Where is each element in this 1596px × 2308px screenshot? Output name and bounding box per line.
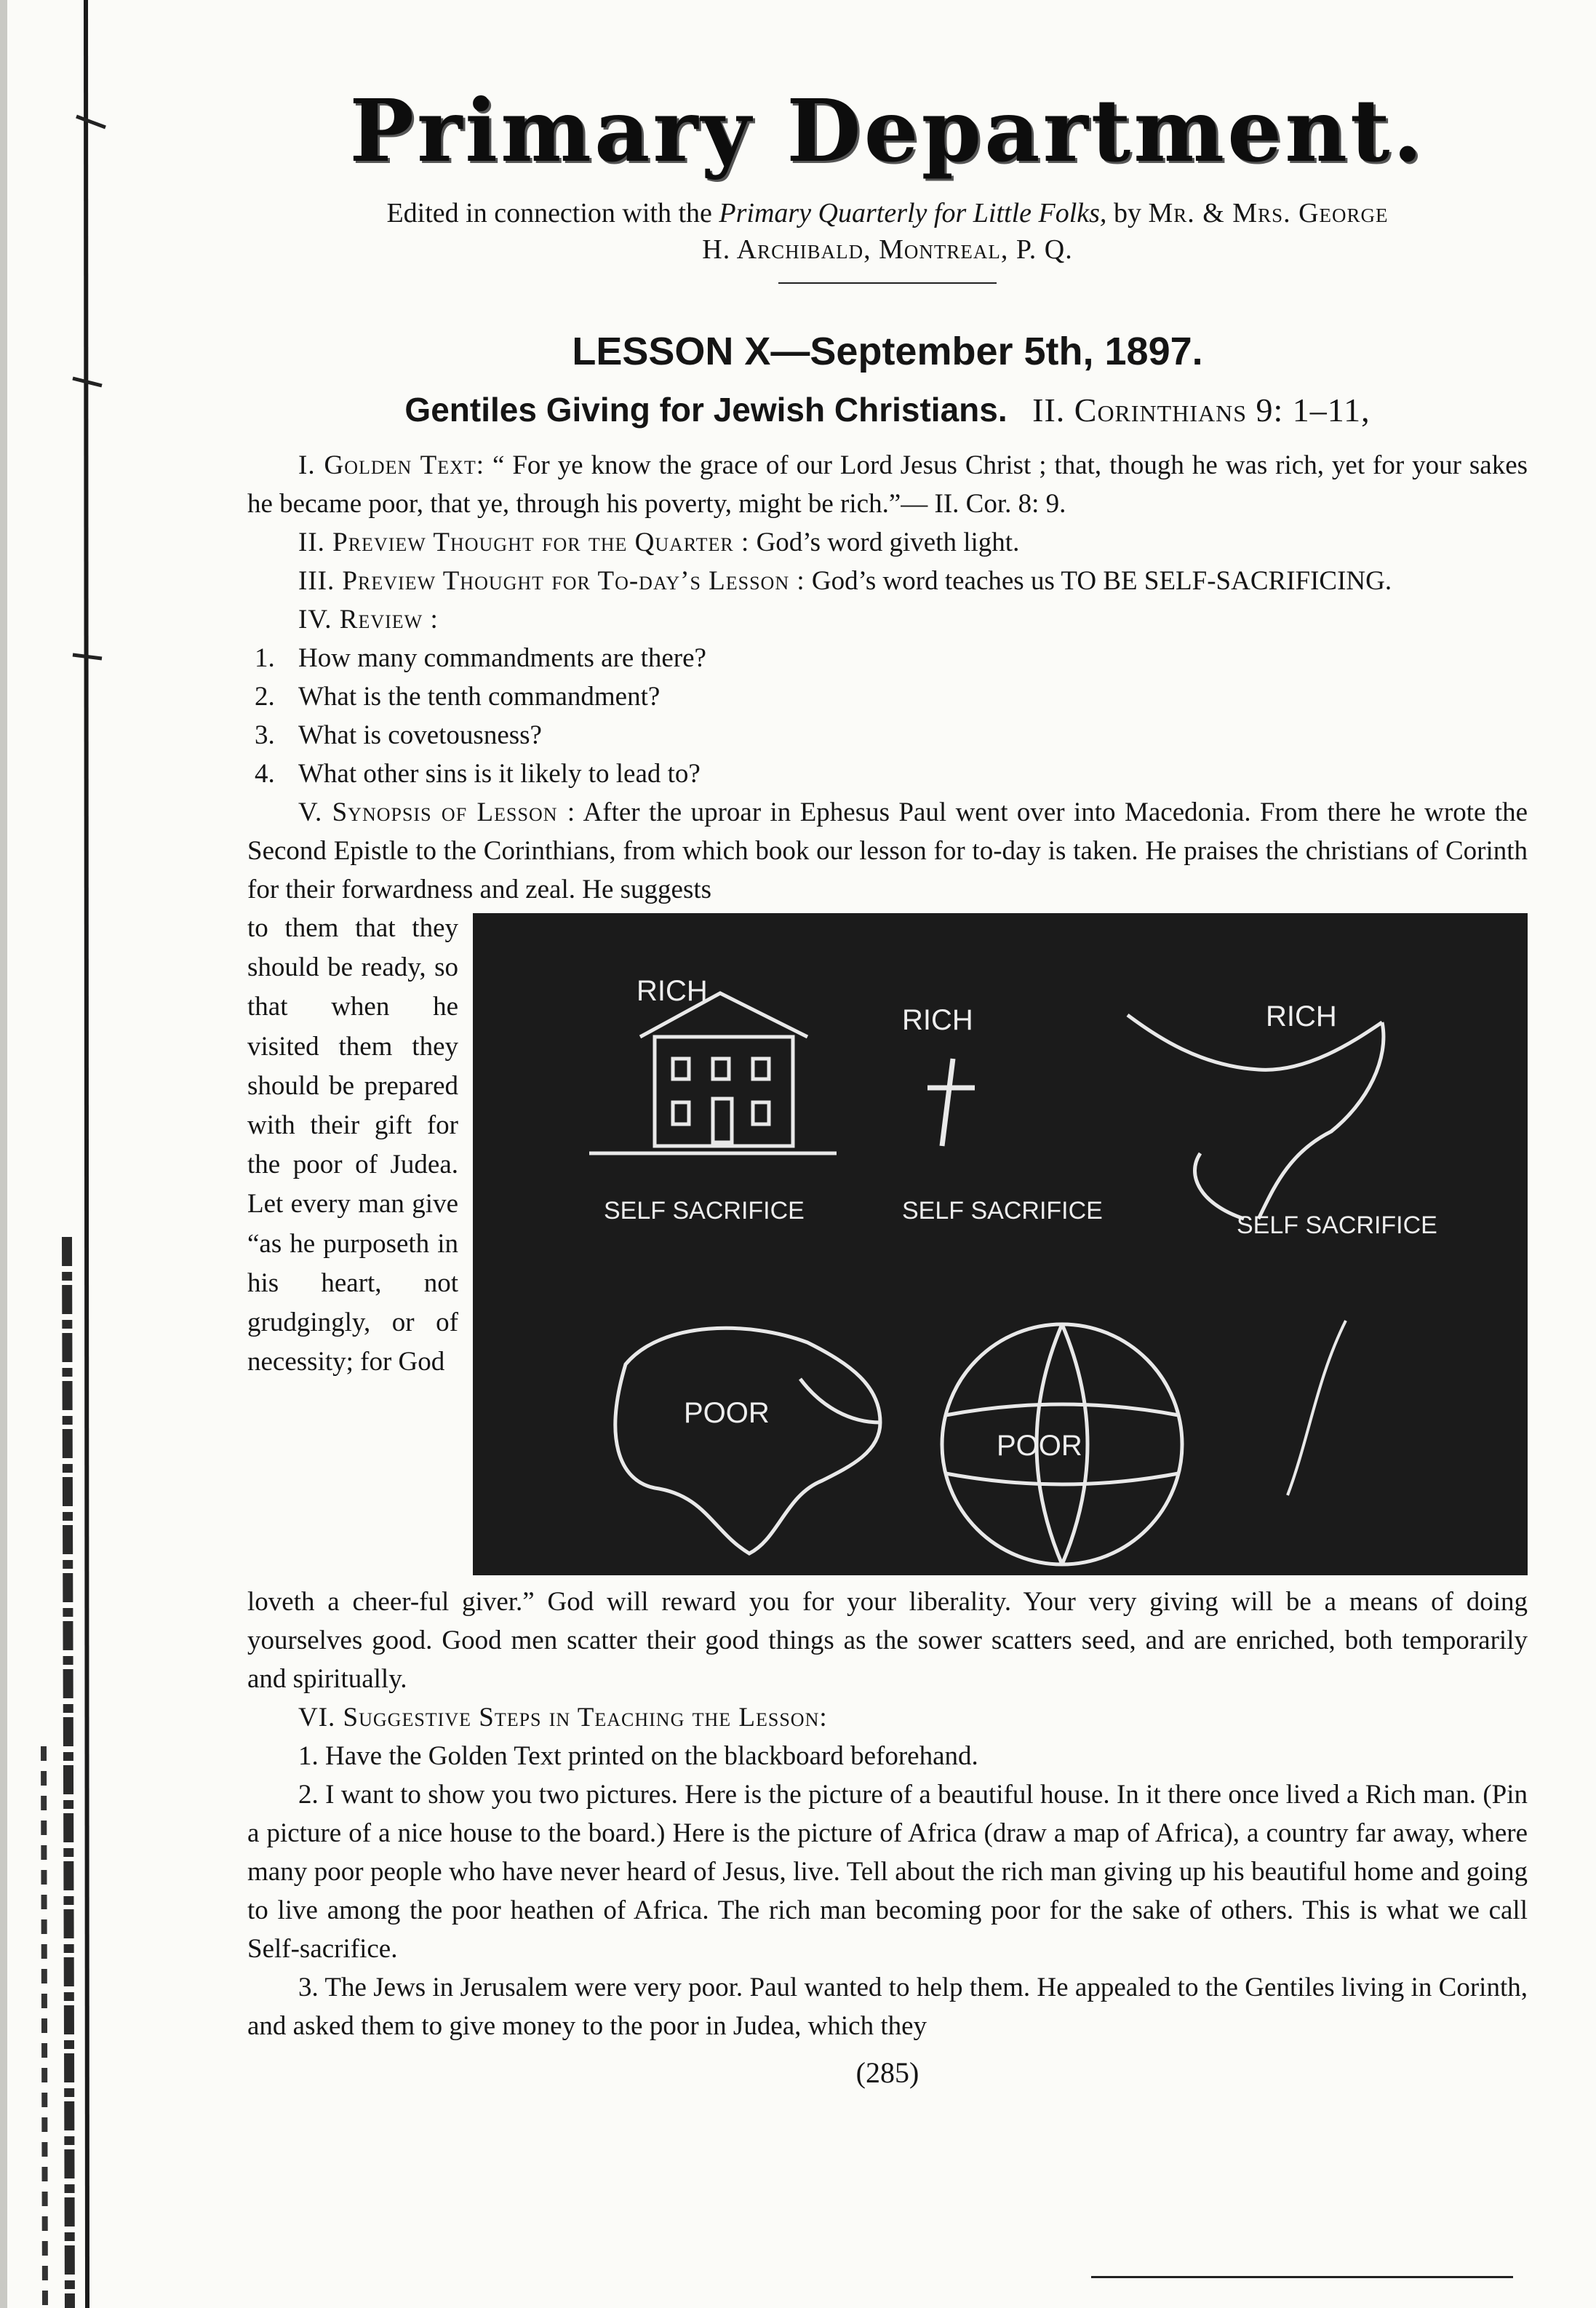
review-question — [247, 716, 1528, 755]
preview-today — [247, 562, 1528, 600]
question-text: What is covetousness? — [298, 720, 542, 750]
step-number: 2. — [298, 1780, 319, 1810]
blackboard-drawing — [473, 913, 1528, 1575]
house-body-icon — [655, 1037, 793, 1146]
editor-note-line2: H. Archibald, Montreal, P. Q. — [702, 234, 1073, 265]
lesson-subtitle-line — [247, 387, 1528, 433]
page-content — [247, 80, 1528, 2090]
preview-quarter-label: II. Preview Thought for the Quarter : — [298, 528, 750, 557]
step-item — [247, 1968, 1528, 2045]
cross-icon — [927, 1059, 975, 1146]
blackboard-label-rich: RICH — [1266, 1000, 1337, 1032]
lesson-reference: II. Corinthians 9: 1–11, — [1032, 391, 1370, 429]
blackboard-label-self-sacrifice: SELF SACRIFICE — [1237, 1211, 1437, 1239]
golden-text — [247, 446, 1528, 523]
africa-map-icon — [615, 1328, 880, 1553]
review-question — [247, 755, 1528, 793]
blackboard-label-self-sacrifice: SELF SACRIFICE — [604, 1197, 805, 1225]
title-divider — [778, 282, 997, 284]
synopsis-label: V. Synopsis of Lesson : — [298, 797, 576, 827]
synopsis-with-figure — [247, 909, 1528, 1583]
blackboard-label-poor: POOR — [684, 1397, 770, 1429]
question-text: What other sins is it likely to lead to? — [298, 759, 701, 789]
question-number: 4. — [255, 759, 275, 789]
page-binding-edge — [0, 0, 116, 2308]
blackboard-illustration — [473, 913, 1528, 1575]
editor-note-by: by — [1106, 198, 1149, 228]
blackboard-label-poor: POOR — [997, 1430, 1082, 1462]
lesson-title: LESSON X—September 5th, 1897. — [572, 330, 1203, 373]
preview-today-label: III. Preview Thought for To-day’s Lesson : — [298, 566, 805, 596]
question-number: 3. — [255, 720, 275, 750]
golden-text-label: I. Golden Text: — [298, 450, 485, 480]
preview-quarter-text: God’s word giveth light. — [756, 528, 1020, 557]
step-number: 1. — [298, 1741, 319, 1771]
golden-text-body: “ For ye know the grace of our Lord Jesus Christ ; that, though he was rich, yet for your sakes he became poor, that ye, through his poverty, might be rich.”— II. Cor. 8: 9. — [247, 450, 1528, 519]
review-question — [247, 677, 1528, 716]
review-question — [247, 639, 1528, 677]
editor-note — [247, 195, 1528, 268]
step-text: I want to show you two pictures. Here is the picture of a beautiful house. In it there once lived a Rich man. (Pin a picture of a nice house to the board.) Here is the picture of Africa (draw a map of Africa), a country far away, where many poor people who have never heard of Jesus, live. Tell about the rich man giving up his beautiful home and going to live among the poor heathen of Africa. The rich man becoming poor for the sake of others. This is what we call Self-sacrifice. — [247, 1780, 1528, 1964]
lesson-subtitle: Gentiles Giving for Jewish Christians. — [404, 391, 1008, 429]
editor-note-publication: Primary Quarterly for Little Folks, — [719, 198, 1107, 228]
masthead-title: Primary Department. — [349, 80, 1426, 181]
editor-note-names: Mr. & Mrs. George — [1148, 198, 1389, 228]
question-number: 1. — [255, 643, 275, 673]
blackboard-label-rich: RICH — [637, 975, 708, 1007]
question-number: 2. — [255, 682, 275, 712]
editor-note-prefix: Edited in connection with the — [386, 198, 719, 228]
step-text: Have the Golden Text printed on the blackboard beforehand. — [325, 1741, 978, 1771]
page-number: (285) — [855, 2056, 919, 2089]
synopsis-text-after: loveth a cheer-ful giver.” God will reward you for your liberality. Your very giving will be a means of doing yourselves good. Good men scatter their good things as the sower scatters seed, and are enriched, both temporarily and spiritually. — [247, 1587, 1528, 1694]
step-item — [247, 1775, 1528, 1968]
synopsis-text-before: After the uproar in Ephesus Paul went over into Macedonia. From there he wrote the Second Epistle to the Corinthians, from which book our lesson for to-day is taken. He praises the christians of Corinth for their forwardness and zeal. He suggests — [247, 797, 1528, 904]
preview-today-text: God’s word teaches us TO BE SELF-SACRIFICING. — [811, 566, 1392, 596]
map-coastline-icon — [1128, 1015, 1384, 1219]
review-questions — [247, 639, 1528, 793]
step-number: 3. — [298, 1973, 319, 2002]
synopsis-intro — [247, 793, 1528, 909]
step-item — [247, 1737, 1528, 1775]
preview-quarter — [247, 523, 1528, 562]
review-heading — [247, 600, 1528, 639]
review-label: IV. Review : — [298, 605, 439, 634]
blackboard-label-self-sacrifice: SELF SACRIFICE — [902, 1197, 1103, 1225]
step-text: The Jews in Jerusalem were very poor. Paul wanted to help them. He appealed to the Gentiles living in Corinth, and asked them to give money to the poor in Judea, which they — [247, 1973, 1528, 2041]
synopsis-text-beside-figure: to them that they should be ready, so that when he visited them they should be prepared with their gift for the poor of Judea. Let every man give “as he purposeth in his heart, not grudgingly, or of necessity; for God — [247, 913, 458, 1377]
blackboard-label-rich: RICH — [902, 1004, 973, 1036]
question-text: How many commandments are there? — [298, 643, 706, 673]
steps-label: VI. Suggestive Steps in Teaching the Lesson: — [298, 1703, 828, 1732]
question-text: What is the tenth commandment? — [298, 682, 661, 712]
steps-heading — [247, 1698, 1528, 1737]
bottom-rule — [1091, 2276, 1513, 2278]
